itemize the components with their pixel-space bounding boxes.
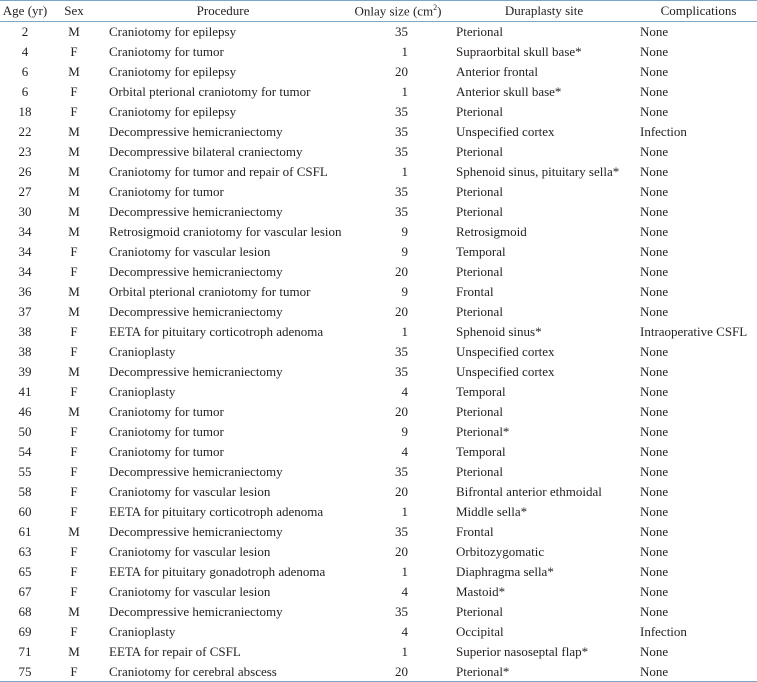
cell-complications: None — [640, 564, 669, 579]
cell-onlay-size: 20 — [395, 64, 408, 79]
cell-procedure: Craniotomy for tumor — [109, 404, 224, 419]
table-body — [0, 22, 757, 682]
cell-duraplasty-site: Temporal — [456, 384, 506, 399]
cell-complications: None — [640, 284, 669, 299]
cell-duraplasty-site: Supraorbital skull base* — [456, 44, 582, 59]
table-row — [0, 382, 757, 402]
cell-sex: M — [68, 144, 80, 159]
cell-sex: M — [68, 204, 80, 219]
cell-age: 63 — [18, 544, 32, 559]
cell-onlay-size: 35 — [395, 604, 408, 619]
table-row — [0, 242, 757, 262]
cell-sex: F — [70, 544, 78, 559]
cell-complications: None — [640, 164, 669, 179]
cell-age: 34 — [18, 264, 32, 279]
cell-duraplasty-site: Middle sella* — [456, 504, 528, 519]
cell-age: 67 — [18, 584, 32, 599]
table-row — [0, 222, 757, 242]
cell-onlay-size: 1 — [401, 164, 408, 179]
cell-age: 6 — [21, 64, 29, 79]
cell-onlay-size: 9 — [401, 244, 408, 259]
cell-sex: F — [70, 44, 78, 59]
cell-procedure: Craniotomy for vascular lesion — [109, 244, 271, 259]
cell-sex: F — [70, 264, 78, 279]
cell-duraplasty-site: Mastoid* — [456, 584, 506, 599]
cell-complications: None — [640, 644, 669, 659]
cell-sex: M — [68, 24, 80, 40]
cell-procedure: Decompressive hemicraniectomy — [109, 204, 283, 219]
cell-onlay-size: 35 — [395, 124, 408, 139]
cell-sex: M — [68, 644, 80, 659]
cell-onlay-size: 20 — [395, 304, 408, 319]
cell-age: 22 — [18, 124, 32, 139]
cell-procedure: Craniotomy for epilepsy — [109, 24, 237, 40]
cell-onlay-size: 4 — [401, 584, 408, 599]
cell-age: 55 — [18, 464, 32, 479]
cell-age: 23 — [18, 144, 32, 159]
cell-age: 54 — [18, 444, 32, 459]
cell-complications: None — [640, 544, 669, 559]
cell-complications: None — [640, 24, 669, 40]
cell-complications: None — [640, 662, 757, 682]
table-row — [0, 342, 757, 362]
cell-procedure: Orbital pterional craniotomy for tumor — [109, 284, 311, 299]
cell-sex: M — [68, 224, 80, 239]
cell-duraplasty-site: Pterional* — [456, 424, 510, 439]
cell-complications: None — [640, 504, 669, 519]
table-row — [0, 502, 757, 522]
cell-duraplasty-site: Temporal — [456, 244, 506, 259]
header-procedure: Procedure — [98, 1, 348, 22]
cell-onlay-size: 1 — [401, 84, 408, 99]
cell-duraplasty-site: Orbitozygomatic — [456, 544, 545, 559]
cell-procedure: EETA for pituitary corticotroph adenoma — [109, 324, 324, 339]
cell-sex: M — [68, 64, 80, 79]
cell-duraplasty-site: Frontal — [456, 284, 494, 299]
cell-duraplasty-site: Bifrontal anterior ethmoidal — [456, 484, 602, 499]
cell-procedure: Craniotomy for vascular lesion — [109, 484, 271, 499]
cell-duraplasty-site: Pterional — [456, 24, 503, 40]
cell-complications: None — [640, 584, 669, 599]
cell-sex: M — [68, 304, 80, 319]
cell-duraplasty-site: Pterional — [456, 604, 503, 619]
table-row — [0, 102, 757, 122]
cell-complications: None — [640, 364, 669, 379]
table-row — [0, 362, 757, 382]
cell-age: 75 — [0, 662, 50, 682]
cell-onlay-size: 35 — [395, 524, 408, 539]
table-row — [0, 642, 757, 662]
cell-onlay-size: 20 — [395, 264, 408, 279]
cell-sex: M — [68, 184, 80, 199]
table-row — [0, 262, 757, 282]
table-row — [0, 322, 757, 342]
cell-sex: F — [70, 344, 78, 359]
cell-onlay-size: 35 — [395, 104, 408, 119]
cell-duraplasty-site: Frontal — [456, 524, 494, 539]
cell-complications: Infection — [640, 124, 687, 139]
cell-age: 36 — [18, 284, 32, 299]
cell-duraplasty-site: Anterior skull base* — [456, 84, 562, 99]
cell-duraplasty-site: Superior nasoseptal flap* — [456, 644, 589, 659]
cell-age: 68 — [18, 604, 32, 619]
cell-sex: F — [70, 504, 78, 519]
cell-duraplasty-site: Pterional — [456, 464, 503, 479]
cell-procedure: Craniotomy for tumor — [109, 424, 224, 439]
table-row — [0, 622, 757, 642]
cell-complications: None — [640, 524, 669, 539]
table-row — [0, 122, 757, 142]
cell-duraplasty-site: Pterional — [456, 184, 503, 199]
cell-complications: None — [640, 144, 669, 159]
cell-sex: F — [70, 484, 78, 499]
cell-age: 37 — [18, 304, 32, 319]
cell-age: 61 — [18, 524, 32, 539]
cell-procedure: Craniotomy for tumor — [109, 444, 224, 459]
table-row — [0, 402, 757, 422]
cell-complications: None — [640, 484, 669, 499]
cell-complications: None — [640, 264, 669, 279]
table-row — [0, 82, 757, 102]
table-row — [0, 162, 757, 182]
cell-complications: None — [640, 224, 669, 239]
cell-onlay-size: 1 — [401, 44, 408, 59]
cell-procedure: Cranioplasty — [109, 384, 176, 399]
cell-duraplasty-site: Pterional* — [448, 662, 640, 682]
cell-age: 58 — [18, 484, 32, 499]
table-row — [0, 562, 757, 582]
cell-onlay-size: 1 — [401, 324, 408, 339]
cell-procedure: Craniotomy for epilepsy — [109, 104, 237, 119]
cell-sex: F — [70, 424, 78, 439]
cell-complications: Infection — [640, 624, 687, 639]
cell-age: 65 — [18, 564, 32, 579]
header-duraplasty-site: Duraplasty site — [448, 1, 640, 22]
cell-procedure: Craniotomy for vascular lesion — [109, 544, 271, 559]
cell-procedure: Cranioplasty — [109, 344, 176, 359]
cell-sex: M — [68, 124, 80, 139]
cell-procedure: Retrosigmoid craniotomy for vascular lesion — [109, 224, 342, 239]
cell-age: 6 — [21, 84, 29, 99]
cell-onlay-size: 20 — [395, 404, 408, 419]
cell-duraplasty-site: Pterional — [456, 304, 503, 319]
cell-sex: M — [68, 164, 80, 179]
cell-complications: Intraoperative CSFL — [640, 324, 748, 339]
cell-duraplasty-site: Sphenoid sinus* — [456, 324, 542, 339]
cell-onlay-size: 1 — [401, 504, 408, 519]
cell-procedure: Decompressive hemicraniectomy — [109, 304, 283, 319]
header-onlay-text: Onlay size (cm — [354, 3, 434, 19]
cell-duraplasty-site: Pterional — [456, 144, 503, 159]
cell-complications: None — [640, 604, 669, 619]
cell-sex: F — [70, 584, 78, 599]
cell-procedure: Orbital pterional craniotomy for tumor — [109, 84, 311, 99]
table-row — [0, 182, 757, 202]
cell-complications: None — [640, 344, 669, 359]
header-onlay-suffix: ) — [437, 3, 442, 19]
cell-sex: M — [68, 604, 80, 619]
cell-duraplasty-site: Sphenoid sinus, pituitary sella* — [456, 164, 620, 179]
cell-age: 26 — [18, 164, 32, 179]
cell-duraplasty-site: Unspecified cortex — [456, 344, 555, 359]
cell-procedure: Decompressive hemicraniectomy — [109, 524, 283, 539]
cell-onlay-size: 1 — [401, 644, 408, 659]
table-row — [0, 202, 757, 222]
cell-sex: F — [70, 444, 78, 459]
cell-age: 71 — [18, 644, 32, 659]
cell-age: 38 — [18, 344, 32, 359]
cell-onlay-size: 4 — [401, 444, 408, 459]
cell-onlay-size: 20 — [395, 484, 408, 499]
cell-procedure: Craniotomy for epilepsy — [109, 64, 237, 79]
cell-onlay-size: 20 — [348, 662, 448, 682]
cell-duraplasty-site: Diaphragma sella* — [456, 564, 554, 579]
cell-age: 2 — [21, 24, 29, 40]
header-onlay-sup: 2 — [433, 2, 438, 12]
cell-age: 4 — [21, 44, 29, 59]
cell-age: 69 — [18, 624, 32, 639]
cell-procedure: Craniotomy for tumor — [109, 184, 224, 199]
cell-age: 39 — [18, 364, 32, 379]
cell-age: 34 — [18, 244, 32, 259]
cell-duraplasty-site: Temporal — [456, 444, 506, 459]
header-complications: Complications — [640, 1, 757, 22]
table-row — [0, 602, 757, 622]
cell-duraplasty-site: Unspecified cortex — [456, 124, 555, 139]
cell-age: 46 — [18, 404, 32, 419]
cell-complications: None — [640, 464, 669, 479]
cell-onlay-size: 9 — [401, 224, 408, 239]
cell-age: 38 — [18, 324, 32, 339]
cell-onlay-size: 20 — [395, 544, 408, 559]
cell-procedure: Craniotomy for cerebral abscess — [98, 662, 348, 682]
cell-sex: F — [70, 324, 78, 339]
cell-complications: None — [640, 104, 669, 119]
cell-duraplasty-site: Pterional — [456, 104, 503, 119]
table-row — [0, 462, 757, 482]
cell-procedure: Decompressive bilateral craniectomy — [109, 144, 303, 159]
table-row — [0, 522, 757, 542]
cell-procedure: Decompressive hemicraniectomy — [109, 264, 283, 279]
cell-complications: None — [640, 184, 669, 199]
cell-duraplasty-site: Pterional — [456, 264, 503, 279]
header-onlay-size — [348, 1, 448, 22]
cell-duraplasty-site: Occipital — [456, 624, 504, 639]
cell-complications: None — [640, 384, 669, 399]
table-row — [0, 482, 757, 502]
cell-procedure: EETA for pituitary corticotroph adenoma — [109, 504, 324, 519]
cell-age: 41 — [18, 384, 32, 399]
cell-sex: M — [68, 364, 80, 379]
cell-age: 60 — [18, 504, 32, 519]
cell-onlay-size: 35 — [395, 364, 408, 379]
cell-duraplasty-site: Pterional — [456, 204, 503, 219]
cell-complications: None — [640, 304, 669, 319]
cell-onlay-size: 35 — [395, 204, 408, 219]
cell-procedure: Decompressive hemicraniectomy — [109, 364, 283, 379]
cell-complications: None — [640, 444, 669, 459]
cell-age: 50 — [18, 424, 32, 439]
cell-duraplasty-site: Pterional — [456, 404, 503, 419]
cell-procedure: Cranioplasty — [109, 624, 176, 639]
cell-procedure: EETA for pituitary gonadotroph adenoma — [109, 564, 326, 579]
table-row — [0, 582, 757, 602]
table-row — [0, 142, 757, 162]
cell-onlay-size: 4 — [401, 384, 408, 399]
cell-age: 30 — [18, 204, 32, 219]
table-row — [0, 22, 757, 42]
cell-sex: F — [50, 662, 98, 682]
table-row — [0, 422, 757, 442]
table-row — [0, 42, 757, 62]
cell-sex: F — [70, 84, 78, 99]
cell-onlay-size: 9 — [401, 284, 408, 299]
cell-complications: None — [640, 84, 669, 99]
cell-onlay-size: 35 — [395, 184, 408, 199]
cell-sex: M — [68, 524, 80, 539]
cell-duraplasty-site: Unspecified cortex — [456, 364, 555, 379]
header-sex: Sex — [50, 1, 98, 22]
table-row — [0, 542, 757, 562]
cell-procedure: Craniotomy for vascular lesion — [109, 584, 271, 599]
cell-duraplasty-site: Retrosigmoid — [456, 224, 527, 239]
cell-age: 34 — [18, 224, 32, 239]
cell-sex: F — [70, 384, 78, 399]
cell-complications: None — [640, 404, 669, 419]
cell-procedure: Decompressive hemicraniectomy — [109, 464, 283, 479]
table-row — [0, 62, 757, 82]
cell-age: 27 — [18, 184, 32, 199]
cell-onlay-size: 35 — [395, 144, 408, 159]
cell-procedure: Decompressive hemicraniectomy — [109, 124, 283, 139]
cell-complications: None — [640, 424, 669, 439]
cell-sex: F — [70, 244, 78, 259]
cell-sex: F — [70, 104, 78, 119]
table-row — [0, 662, 757, 682]
table-row — [0, 442, 757, 462]
cell-complications: None — [640, 64, 669, 79]
cell-sex: F — [70, 624, 78, 639]
cell-age: 18 — [18, 104, 32, 119]
cell-onlay-size: 9 — [401, 424, 408, 439]
cell-complications: None — [640, 44, 669, 59]
cell-onlay-size: 35 — [395, 344, 408, 359]
cell-onlay-size: 1 — [401, 564, 408, 579]
cell-sex: M — [68, 284, 80, 299]
cell-procedure: EETA for repair of CSFL — [109, 644, 241, 659]
table-row — [0, 302, 757, 322]
cell-procedure: Craniotomy for tumor and repair of CSFL — [109, 164, 328, 179]
cell-complications: None — [640, 204, 669, 219]
cell-sex: M — [68, 404, 80, 419]
header-row — [0, 1, 757, 22]
cell-onlay-size: 4 — [401, 624, 408, 639]
cell-procedure: Decompressive hemicraniectomy — [109, 604, 283, 619]
table-row — [0, 282, 757, 302]
header-age: Age (yr) — [0, 1, 50, 22]
cell-onlay-size: 35 — [395, 464, 408, 479]
cell-procedure: Craniotomy for tumor — [109, 44, 224, 59]
cell-sex: F — [70, 564, 78, 579]
cell-sex: F — [70, 464, 78, 479]
cell-duraplasty-site: Anterior frontal — [456, 64, 538, 79]
cell-onlay-size: 35 — [395, 24, 408, 40]
cell-complications: None — [640, 244, 669, 259]
